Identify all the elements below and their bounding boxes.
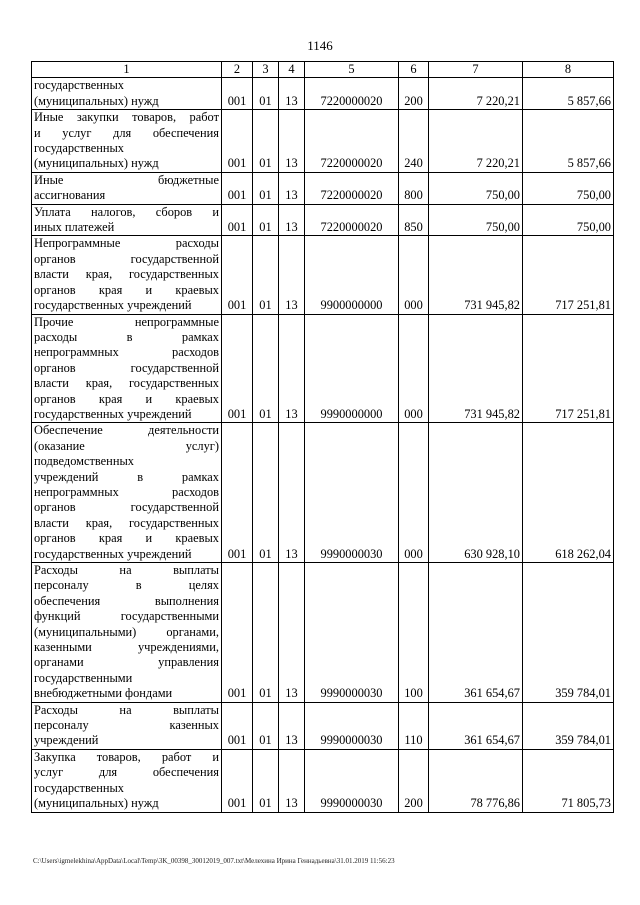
subsection-code-cell: 13 bbox=[279, 749, 305, 812]
expense-name-line: учреждений bbox=[34, 733, 99, 748]
expense-name-line: казенными учреждениями, bbox=[34, 640, 219, 655]
expense-name-line: (оказание услуг) bbox=[34, 438, 219, 453]
expense-name-line: Закупка товаров, работ и bbox=[34, 749, 219, 764]
target-article-cell: 9990000030 bbox=[305, 749, 399, 812]
section-code-cell: 01 bbox=[253, 749, 279, 812]
target-article-cell: 9990000030 bbox=[305, 423, 399, 563]
ministry-code-cell: 001 bbox=[222, 204, 253, 236]
section-code-cell: 01 bbox=[253, 236, 279, 314]
expense-name-line: органов края и краевых bbox=[34, 391, 219, 406]
expense-name-line: подведомственных bbox=[34, 454, 134, 469]
expense-name-line: Прочие непрограммные bbox=[34, 314, 219, 329]
expense-name-cell bbox=[32, 702, 222, 749]
expense-name-line: внебюджетными фондами bbox=[34, 686, 173, 701]
expense-name-line: (муниципальными) органами, bbox=[34, 624, 219, 639]
expense-name-cell bbox=[32, 236, 222, 314]
amount-col8-cell: 71 805,73 bbox=[523, 749, 614, 812]
section-code-cell: 01 bbox=[253, 78, 279, 110]
header-col-6: 6 bbox=[399, 62, 429, 78]
amount-col8-cell: 717 251,81 bbox=[523, 236, 614, 314]
expense-name-line: учреждений в рамках bbox=[34, 469, 219, 484]
header-row bbox=[32, 62, 614, 78]
expense-name-line: расходы в рамках bbox=[34, 329, 219, 344]
subsection-code-cell: 13 bbox=[279, 204, 305, 236]
expense-type-cell: 200 bbox=[399, 78, 429, 110]
expense-name-cell bbox=[32, 110, 222, 173]
ministry-code-cell: 001 bbox=[222, 78, 253, 110]
header-col-1: 1 bbox=[32, 62, 222, 78]
budget-table bbox=[31, 61, 614, 813]
ministry-code-cell: 001 bbox=[222, 423, 253, 563]
expense-name-line: органов государственной bbox=[34, 500, 219, 515]
expense-name-line: иных платежей bbox=[34, 220, 115, 235]
section-code-cell: 01 bbox=[253, 314, 279, 423]
expense-name-line: (муниципальных) нужд bbox=[34, 796, 159, 811]
section-code-cell: 01 bbox=[253, 563, 279, 703]
subsection-code-cell: 13 bbox=[279, 236, 305, 314]
expense-name-line: непрограммных расходов bbox=[34, 484, 219, 499]
expense-name-line: власти края, государственных bbox=[34, 515, 219, 530]
section-code-cell: 01 bbox=[253, 172, 279, 204]
header-col-3: 3 bbox=[253, 62, 279, 78]
expense-name-line: персоналу казенных bbox=[34, 718, 219, 733]
expense-type-cell: 800 bbox=[399, 172, 429, 204]
table-row bbox=[32, 749, 614, 812]
expense-name-cell bbox=[32, 749, 222, 812]
expense-type-cell: 000 bbox=[399, 314, 429, 423]
expense-name-line: услуг для обеспечения bbox=[34, 765, 219, 780]
table-row bbox=[32, 563, 614, 703]
header-col-2: 2 bbox=[222, 62, 253, 78]
expense-name-line: Расходы на выплаты bbox=[34, 563, 219, 577]
subsection-code-cell: 13 bbox=[279, 423, 305, 563]
expense-name-cell bbox=[32, 204, 222, 236]
expense-name-cell bbox=[32, 78, 222, 110]
expense-name-cell bbox=[32, 423, 222, 563]
ministry-code-cell: 001 bbox=[222, 314, 253, 423]
table-row bbox=[32, 314, 614, 423]
expense-name-cell bbox=[32, 172, 222, 204]
amount-col8-cell: 717 251,81 bbox=[523, 314, 614, 423]
table-row bbox=[32, 78, 614, 110]
target-article-cell: 7220000020 bbox=[305, 204, 399, 236]
expense-name-line: государственных bbox=[34, 141, 125, 156]
target-article-cell: 9990000000 bbox=[305, 314, 399, 423]
amount-col8-cell: 5 857,66 bbox=[523, 110, 614, 173]
expense-type-cell: 000 bbox=[399, 423, 429, 563]
expense-name-line: государственных учреждений bbox=[34, 406, 192, 421]
expense-type-cell: 240 bbox=[399, 110, 429, 173]
expense-name-line: Иные закупки товаров, работ bbox=[34, 110, 219, 125]
ministry-code-cell: 001 bbox=[222, 172, 253, 204]
header-col-7: 7 bbox=[429, 62, 523, 78]
amount-col7-cell: 731 945,82 bbox=[429, 314, 523, 423]
expense-name-line: персоналу в целях bbox=[34, 578, 219, 593]
header-col-4: 4 bbox=[279, 62, 305, 78]
table-body bbox=[32, 78, 614, 812]
expense-name-line: обеспечения выполнения bbox=[34, 593, 219, 608]
section-code-cell: 01 bbox=[253, 702, 279, 749]
amount-col7-cell: 731 945,82 bbox=[429, 236, 523, 314]
ministry-code-cell: 001 bbox=[222, 110, 253, 173]
expense-name-line: государственных учреждений bbox=[34, 546, 192, 561]
page-number: 1146 bbox=[307, 38, 333, 53]
ministry-code-cell: 001 bbox=[222, 236, 253, 314]
header-col-8: 8 bbox=[523, 62, 614, 78]
expense-name-line: власти края, государственных bbox=[34, 376, 219, 391]
expense-name-line: Расходы на выплаты bbox=[34, 702, 219, 717]
table-row bbox=[32, 423, 614, 563]
amount-col8-cell: 359 784,01 bbox=[523, 563, 614, 703]
expense-name-line: Иные бюджетные bbox=[34, 172, 219, 187]
expense-name-line: Обеспечение деятельности bbox=[34, 423, 219, 438]
expense-name-line: (муниципальных) нужд bbox=[34, 156, 159, 171]
expense-name-line: Уплата налогов, сборов и bbox=[34, 204, 219, 219]
section-code-cell: 01 bbox=[253, 423, 279, 563]
table-row bbox=[32, 702, 614, 749]
ministry-code-cell: 001 bbox=[222, 702, 253, 749]
amount-col7-cell: 750,00 bbox=[429, 172, 523, 204]
amount-col7-cell: 7 220,21 bbox=[429, 110, 523, 173]
expense-name-line: Непрограммные расходы bbox=[34, 236, 219, 251]
amount-col8-cell: 750,00 bbox=[523, 172, 614, 204]
expense-type-cell: 200 bbox=[399, 749, 429, 812]
expense-name-line: органов государственной bbox=[34, 360, 219, 375]
table-row bbox=[32, 204, 614, 236]
expense-name-line: органов государственной bbox=[34, 251, 219, 266]
amount-col8-cell: 750,00 bbox=[523, 204, 614, 236]
expense-name-line: и услуг для обеспечения bbox=[34, 125, 219, 140]
amount-col7-cell: 361 654,67 bbox=[429, 702, 523, 749]
expense-name-line: власти края, государственных bbox=[34, 267, 219, 282]
amount-col8-cell: 5 857,66 bbox=[523, 78, 614, 110]
amount-col7-cell: 750,00 bbox=[429, 204, 523, 236]
table-row bbox=[32, 172, 614, 204]
expense-type-cell: 110 bbox=[399, 702, 429, 749]
table-row bbox=[32, 110, 614, 173]
section-code-cell: 01 bbox=[253, 110, 279, 173]
target-article-cell: 7220000020 bbox=[305, 172, 399, 204]
expense-name-line: органов края и краевых bbox=[34, 282, 219, 297]
amount-col7-cell: 78 776,86 bbox=[429, 749, 523, 812]
subsection-code-cell: 13 bbox=[279, 702, 305, 749]
subsection-code-cell: 13 bbox=[279, 314, 305, 423]
expense-name-cell bbox=[32, 314, 222, 423]
subsection-code-cell: 13 bbox=[279, 110, 305, 173]
expense-name-cell bbox=[32, 563, 222, 703]
header-col-5: 5 bbox=[305, 62, 399, 78]
expense-name-line: непрограммных расходов bbox=[34, 345, 219, 360]
table-row bbox=[32, 236, 614, 314]
expense-type-cell: 000 bbox=[399, 236, 429, 314]
target-article-cell: 9900000000 bbox=[305, 236, 399, 314]
expense-name-line: государственных bbox=[34, 780, 125, 795]
ministry-code-cell: 001 bbox=[222, 563, 253, 703]
expense-name-line: ассигнования bbox=[34, 188, 106, 203]
amount-col8-cell: 359 784,01 bbox=[523, 702, 614, 749]
expense-name-line: (муниципальных) нужд bbox=[34, 93, 159, 108]
expense-name-line: государственных bbox=[34, 78, 125, 93]
subsection-code-cell: 13 bbox=[279, 563, 305, 703]
ministry-code-cell: 001 bbox=[222, 749, 253, 812]
expense-name-line: государственными bbox=[34, 670, 133, 685]
expense-type-cell: 100 bbox=[399, 563, 429, 703]
target-article-cell: 9990000030 bbox=[305, 702, 399, 749]
amount-col7-cell: 7 220,21 bbox=[429, 78, 523, 110]
amount-col7-cell: 361 654,67 bbox=[429, 563, 523, 703]
subsection-code-cell: 13 bbox=[279, 172, 305, 204]
amount-col7-cell: 630 928,10 bbox=[429, 423, 523, 563]
expense-name-line: функций государственными bbox=[34, 609, 219, 624]
expense-name-line: органов края и краевых bbox=[34, 531, 219, 546]
target-article-cell: 7220000020 bbox=[305, 110, 399, 173]
target-article-cell: 7220000020 bbox=[305, 78, 399, 110]
expense-name-line: органами управления bbox=[34, 655, 219, 670]
expense-name-line: государственных учреждений bbox=[34, 298, 192, 313]
subsection-code-cell: 13 bbox=[279, 78, 305, 110]
amount-col8-cell: 618 262,04 bbox=[523, 423, 614, 563]
expense-type-cell: 850 bbox=[399, 204, 429, 236]
section-code-cell: 01 bbox=[253, 204, 279, 236]
file-path-footer: C:\Users\igmelekhina\AppData\Local\Temp\3K_00398_30012019_007.txt\Мелехина Ирина Геннадьевна\31.01.2019 11:56:23 bbox=[33, 857, 395, 865]
target-article-cell: 9990000030 bbox=[305, 563, 399, 703]
